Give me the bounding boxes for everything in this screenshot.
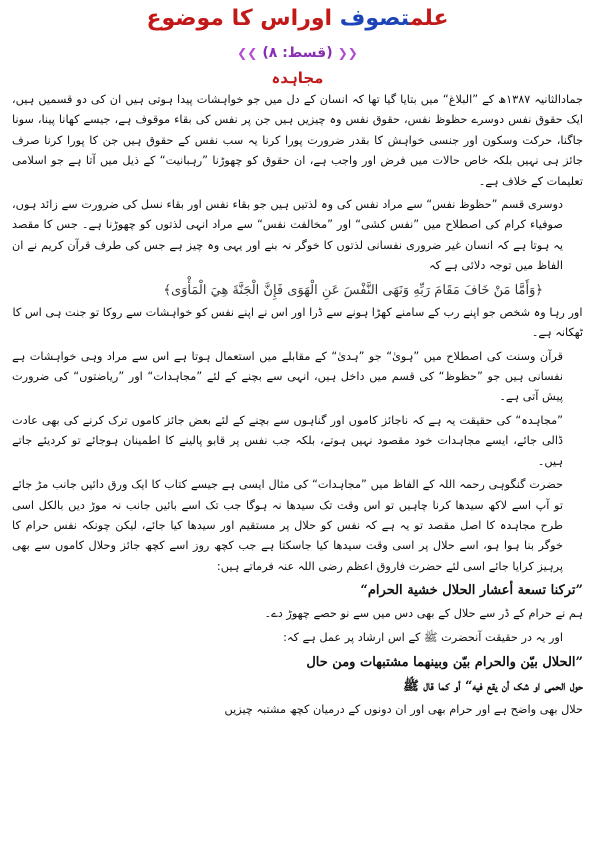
hadith-line: حول الحمی او شک أن یقع فیه“ أو کما قال ﷺ	[403, 678, 583, 694]
hadith-translation: حلال بھی واضح ہے اور حرام بھی اور ان دونوں کے درمیان کچھ مشتبہ چیزیں	[224, 702, 583, 716]
paragraph: قرآن وسنت کی اصطلاح میں ”ہویٰ“ جو ”ہدیٰ“ کے مقابلے میں استعمال ہوتا ہے اس سے مراد وہی خواہشات ہے نفسانی ہیں جو ”حظوظ“ کی قسم میں داخل ہیں، انہی سے بچنے کے لئے ”مجاہدات“ اور ”ریاضتوں“ کی ضرورت پیش آتی ہے۔	[12, 349, 563, 404]
paragraph: دوسری قسم ”حظوظ نفس“ سے مراد نفس کی وہ لذتیں ہیں جو بقاء نفس اور بقاء نسل کی ضرورت سے زائد ہوں، صوفیاء کرام کی اصطلاح میں ”نفس کشی“ اور ”مخالفت نفس“ سے مراد انہی لذتوں کو چھوڑنا ہے۔ جس کا مقصد یہ ہوتا ہے کہ انسان غیر ضروری نفسانی لذتوں کا خوگر نہ بنے اور یہی وہ چیز ہے جس کی طرف قرآن کریم نے ان الفاظ میں توجہ دلائی ہے کہ	[12, 198, 563, 273]
quote-translation: ہم نے حرام کے ڈر سے حلال کے بھی دس میں سے نو حصے چھوڑ دے۔	[264, 607, 583, 621]
quran-verse: ﴿وَأَمَّا مَنْ خَافَ مَقَامَ رَبِّهِ وَنَهَى النَّفْسَ عَنِ الْهَوَى فَإِنَّ الْجَنَّةَ هِيَ الْمَأْوَى﴾	[163, 282, 543, 298]
title-word-tasawwuf: تصوف	[339, 6, 410, 31]
arabic-quote: ”ترکنا تسعة أعشار الحلال خشية الحرام“	[360, 583, 583, 599]
page-title	[146, 6, 448, 31]
subheading-row	[12, 68, 583, 90]
part-row	[12, 42, 583, 68]
paragraph: حضرت گنگوہی رحمہ اللہ کے الفاظ میں ”مجاہدات“ کی مثال ایسی ہے جیسے کتاب کا ایک ورق دائیں جانب مڑ جائے تو آپ اسے لاکھ سیدھا کرنا چاہیں تو اس وقت تک سیدھا نہ ہوگا جب تک اسے بائیں جانب نہ موڑ دیں بالکل اسی طرح مجاہدہ کا اصل مقصد تو یہ ہے کہ نفس کو حلال پر مستقیم اور سیدھا کیا جائے، لیکن چونکہ نفس حرام کا خوگر بنا ہوا ہو، اسے حلال پر اسی وقت سیدھا کیا جاسکتا ہے جب کچھ روز اسے کچھ جائز وحلال کاموں سے بھی پرہیز کرایا جائے اسی لئے حضرت فاروق اعظم رضی اللہ عنہ فرماتے ہیں:	[12, 478, 563, 573]
hadith-line: ”الحلال بیّن والحرام بیّن وبینهما مشتبهات ومن حال	[306, 654, 583, 670]
ornament-left-icon: ❯❯	[237, 46, 258, 60]
paragraph: جمادالثانیہ ۱۳۸۷ھ کے ”البلاغ“ میں بتایا گیا تھا کہ انسان کے دل میں جو خواہشات پیدا ہوتی ہیں ان کی دو قسمیں ہیں، ایک حقوق نفس دوسرے حظوظ نفس، حقوق نفس وہ چیزیں ہیں جن پر نفس کی بقاء موقوف ہے، جیسے کھانا پینا، سونا جاگنا، حرکت وسکون اور جنسی خواہش کا بقدر ضرورت پورا کرنا یہ سب نفس کے حقوق ہیں جن کا پورا کرنا صرف جائز ہی نہیں بلکہ خاص حالات میں فرض اور واجب ہے، ان حقوق کو چھوڑنا ”رہبانیت“ کے ذیل میں آتا ہے جو اسلامی تعلیمات کے خلاف ہے۔	[12, 93, 583, 188]
title-word-ilm: علم	[409, 6, 449, 31]
section-subheading: مجاہدہ	[271, 69, 324, 87]
article-body	[12, 90, 583, 720]
quote-intro: اور یہ در حقیقت آنحضرت ﷺ کے اس ارشاد پر عمل ہے کہ:	[283, 631, 563, 645]
quran-translation: اور رہا وہ شخص جو اپنے رب کے سامنے کھڑا ہونے سے ڈرا اور اس نے اپنے نفس کو خواہشات سے روکا تو جنت ہی اس کا ٹھکانہ ہے۔	[12, 305, 583, 339]
ornament-right-icon: ❮❮	[337, 46, 358, 60]
title-row	[12, 0, 583, 36]
part-label: (قسط: ۸)	[262, 45, 333, 61]
paragraph: ”مجاہدہ“ کی حقیقت یہ ہے کہ ناجائز کاموں اور گناہوں سے بچنے کے لئے بعض جائز کاموں ترک کرنے کی بھی عادت ڈالی جائے، ایسے مجاہدات خود مقصود نہیں ہوتے، بلکہ جب نفس پر قابو پالینے کا اطمینان ہوجائے تو کردیئے جاتے ہیں۔	[12, 413, 563, 468]
title-rest: اوراس کا موضوع	[146, 6, 333, 31]
